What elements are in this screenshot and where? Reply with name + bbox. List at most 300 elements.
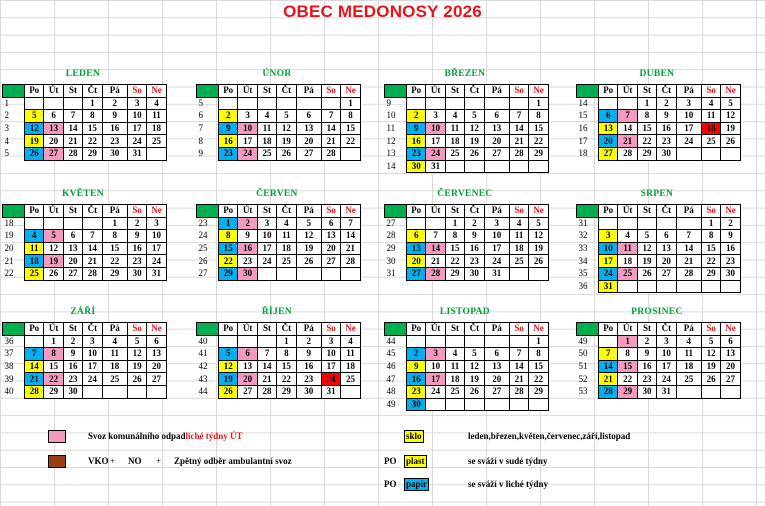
plast-tag: plast	[406, 456, 425, 466]
day-cell: 15	[102, 242, 127, 255]
day-cell	[25, 335, 44, 348]
day-cell: 12	[44, 242, 63, 255]
day-cell: 30	[63, 385, 82, 398]
day-cell: 7	[83, 230, 102, 243]
day-cell	[484, 97, 509, 110]
week-header	[197, 85, 219, 98]
day-cell: 3	[321, 335, 340, 348]
day-cell: 5	[529, 217, 548, 230]
day-cell: 9	[238, 230, 257, 243]
day-cell: 6	[484, 348, 509, 361]
week-row	[197, 242, 361, 255]
day-header: Út	[618, 85, 637, 98]
week-number: 36	[4, 336, 14, 347]
week-row	[385, 360, 549, 373]
week-number: 43	[198, 373, 208, 384]
sklo-tag: sklo	[406, 431, 422, 441]
day-cell: 2	[721, 217, 740, 230]
week-number: 5	[4, 148, 9, 159]
week-header	[385, 205, 407, 218]
day-cell	[407, 97, 426, 110]
month-name: LEDEN	[65, 69, 101, 79]
week-row	[197, 373, 361, 386]
day-cell	[509, 398, 528, 411]
day-cell: 7	[426, 230, 445, 243]
day-cell	[83, 217, 102, 230]
day-cell: 19	[465, 135, 484, 148]
day-cell: 8	[219, 230, 238, 243]
day-header: Pá	[484, 323, 509, 336]
day-cell: 12	[127, 348, 146, 361]
week-number: 9	[198, 148, 203, 159]
day-cell: 24	[657, 373, 676, 386]
day-cell: 2	[637, 335, 656, 348]
day-header: Ne	[341, 85, 360, 98]
week-number: 40	[4, 386, 14, 397]
week-number: 37	[4, 348, 14, 359]
day-cell: 12	[219, 360, 238, 373]
day-cell: 16	[296, 360, 321, 373]
komunal-text: Svoz komunálního odpad	[88, 431, 186, 441]
day-cell: 12	[721, 110, 740, 123]
day-cell: 5	[637, 230, 656, 243]
day-header: Ne	[341, 323, 360, 336]
day-cell	[599, 97, 618, 110]
week-number: 50	[578, 348, 588, 359]
week-row	[3, 110, 167, 123]
day-cell: 11	[445, 360, 464, 373]
day-cell	[484, 160, 509, 173]
week-number: 1	[4, 98, 9, 109]
po-papir-label: PO	[384, 479, 397, 489]
day-header: Po	[407, 205, 426, 218]
day-cell: 20	[296, 135, 321, 148]
no-plus: +	[156, 456, 162, 466]
day-cell: 16	[465, 242, 484, 255]
day-cell	[426, 335, 445, 348]
day-cell: 2	[296, 335, 321, 348]
week-number: 35	[578, 268, 588, 279]
day-header: Po	[25, 85, 44, 98]
day-cell: 17	[484, 242, 509, 255]
day-cell: 9	[296, 348, 321, 361]
week-number: 3	[4, 123, 9, 134]
day-cell: 22	[618, 373, 637, 386]
day-cell: 10	[147, 230, 166, 243]
day-cell: 11	[445, 122, 464, 135]
day-cell: 1	[529, 335, 548, 348]
day-cell: 6	[407, 230, 426, 243]
week-row	[577, 135, 741, 148]
day-cell: 22	[445, 255, 464, 268]
week-row	[385, 230, 549, 243]
day-cell: 28	[509, 385, 528, 398]
day-cell: 15	[341, 122, 360, 135]
ambulant-text: Zpětný odběr ambulantní svoz	[174, 456, 292, 466]
day-cell: 26	[219, 385, 238, 398]
day-cell: 25	[445, 147, 464, 160]
week-number: 14	[386, 160, 396, 171]
day-cell: 23	[657, 135, 676, 148]
day-cell: 4	[257, 110, 276, 123]
day-cell: 31	[426, 160, 445, 173]
day-header: Út	[44, 85, 63, 98]
day-cell: 8	[529, 110, 548, 123]
month-6	[196, 189, 361, 281]
day-cell: 10	[127, 110, 146, 123]
day-header: Pá	[676, 205, 701, 218]
day-cell	[321, 97, 340, 110]
day-cell	[426, 97, 445, 110]
month-table	[2, 204, 167, 281]
papir-tag: papír	[406, 479, 428, 489]
day-cell: 21	[426, 255, 445, 268]
week-row	[197, 267, 361, 280]
day-cell: 17	[676, 122, 701, 135]
day-cell: 16	[637, 360, 656, 373]
day-cell: 23	[219, 147, 238, 160]
day-cell	[509, 97, 528, 110]
day-cell: 23	[465, 255, 484, 268]
day-cell: 18	[341, 360, 360, 373]
day-cell: 14	[676, 242, 701, 255]
day-cell: 30	[238, 267, 257, 280]
day-cell	[63, 217, 82, 230]
day-header: Ne	[721, 205, 740, 218]
week-row	[577, 373, 741, 386]
papir-text: se sváží v liché týdny	[468, 479, 548, 489]
week-row	[385, 110, 549, 123]
week-row	[3, 242, 167, 255]
week-row	[197, 360, 361, 373]
day-header: St	[257, 205, 276, 218]
day-cell: 9	[219, 122, 238, 135]
week-number: 8	[198, 135, 203, 146]
day-header: Pá	[102, 85, 127, 98]
month-table	[384, 204, 549, 281]
day-cell: 27	[599, 147, 618, 160]
week-row	[3, 360, 167, 373]
day-header: Ne	[529, 85, 548, 98]
day-cell: 8	[637, 110, 656, 123]
week-row	[577, 147, 741, 160]
day-cell: 24	[599, 267, 618, 280]
day-header: Pá	[484, 85, 509, 98]
week-row	[3, 217, 167, 230]
week-row	[385, 385, 549, 398]
day-cell: 5	[701, 335, 720, 348]
day-cell: 12	[277, 122, 296, 135]
day-header: Ne	[721, 85, 740, 98]
day-cell: 10	[484, 230, 509, 243]
week-row	[197, 385, 361, 398]
day-cell: 9	[657, 110, 676, 123]
day-cell: 28	[676, 267, 701, 280]
day-cell: 7	[599, 348, 618, 361]
day-cell: 13	[407, 242, 426, 255]
day-cell: 6	[599, 110, 618, 123]
week-number: 33	[578, 243, 588, 254]
month-table	[576, 204, 741, 293]
day-header: Pá	[296, 323, 321, 336]
month-name: SRPEN	[640, 189, 674, 199]
day-header: Pá	[676, 323, 701, 336]
day-cell	[618, 217, 637, 230]
day-cell	[721, 280, 740, 293]
day-cell: 7	[341, 217, 360, 230]
po-plast-label: PO	[384, 456, 397, 466]
day-cell: 8	[618, 348, 637, 361]
day-cell: 5	[127, 335, 146, 348]
day-cell: 26	[44, 267, 63, 280]
day-cell: 20	[599, 135, 618, 148]
week-number: 6	[198, 110, 203, 121]
day-cell	[529, 398, 548, 411]
day-cell: 11	[676, 348, 701, 361]
week-number: 51	[578, 361, 588, 372]
week-row	[197, 348, 361, 361]
week-header	[197, 205, 219, 218]
day-cell: 26	[721, 135, 740, 148]
day-cell: 1	[445, 217, 464, 230]
month-table	[196, 84, 361, 161]
day-cell: 29	[701, 267, 720, 280]
day-cell: 2	[63, 335, 82, 348]
day-cell: 22	[219, 255, 238, 268]
month-2	[196, 69, 361, 161]
month-7	[384, 189, 549, 281]
day-cell: 15	[618, 360, 637, 373]
day-header: Pá	[102, 205, 127, 218]
month-1	[2, 69, 167, 161]
day-cell: 17	[426, 135, 445, 148]
week-header	[3, 323, 25, 336]
day-cell: 14	[25, 360, 44, 373]
week-row	[577, 122, 741, 135]
day-cell: 22	[701, 255, 720, 268]
day-cell: 28	[25, 385, 44, 398]
day-cell: 4	[25, 230, 44, 243]
day-cell: 23	[127, 255, 146, 268]
week-row	[385, 147, 549, 160]
day-cell: 16	[219, 135, 238, 148]
day-header: Pá	[296, 205, 321, 218]
week-number: 39	[4, 373, 14, 384]
month-3	[384, 69, 549, 173]
day-cell: 29	[219, 267, 238, 280]
day-cell: 26	[25, 147, 44, 160]
day-cell: 8	[701, 230, 720, 243]
week-number: 22	[4, 268, 14, 279]
day-cell: 24	[676, 135, 701, 148]
day-cell: 23	[637, 373, 656, 386]
day-cell: 26	[127, 373, 146, 386]
day-cell: 8	[277, 348, 296, 361]
day-cell: 6	[147, 335, 166, 348]
week-header	[197, 323, 219, 336]
day-cell: 30	[296, 385, 321, 398]
day-header: Ne	[147, 205, 166, 218]
week-number: 13	[386, 148, 396, 159]
day-header: Čt	[83, 85, 102, 98]
day-cell	[257, 97, 276, 110]
day-header: Čt	[657, 323, 676, 336]
day-header: Po	[599, 205, 618, 218]
day-cell: 6	[321, 217, 340, 230]
day-cell: 12	[25, 122, 44, 135]
week-row	[3, 135, 167, 148]
day-cell: 29	[102, 267, 127, 280]
day-cell	[341, 147, 360, 160]
vko-label: VKO	[88, 456, 109, 466]
day-header: Ne	[147, 85, 166, 98]
day-cell	[83, 385, 102, 398]
week-number: 7	[198, 123, 203, 134]
week-number: 47	[386, 373, 396, 384]
day-cell: 29	[529, 385, 548, 398]
day-cell: 22	[83, 135, 102, 148]
day-cell: 26	[465, 385, 484, 398]
day-cell	[25, 97, 44, 110]
day-cell: 11	[277, 230, 296, 243]
day-cell: 25	[676, 373, 701, 386]
day-cell: 24	[321, 373, 340, 386]
day-cell: 17	[147, 242, 166, 255]
day-cell	[341, 385, 360, 398]
day-header: So	[509, 205, 528, 218]
day-cell: 23	[63, 373, 82, 386]
day-cell: 15	[277, 360, 296, 373]
day-cell: 15	[529, 122, 548, 135]
day-cell: 23	[238, 255, 257, 268]
komunal-swatch	[48, 430, 66, 443]
week-number: 44	[386, 336, 396, 347]
day-cell: 14	[426, 242, 445, 255]
day-cell: 6	[238, 348, 257, 361]
day-header: St	[63, 323, 82, 336]
month-table	[384, 322, 549, 411]
week-row	[385, 373, 549, 386]
day-cell: 24	[238, 147, 257, 160]
day-cell	[44, 217, 63, 230]
day-cell	[701, 147, 720, 160]
day-cell	[44, 97, 63, 110]
day-cell: 26	[529, 255, 548, 268]
day-cell: 21	[25, 373, 44, 386]
day-cell	[465, 97, 484, 110]
day-cell: 4	[509, 217, 528, 230]
day-header: Ne	[147, 323, 166, 336]
month-name: ŘÍJEN	[261, 307, 292, 317]
day-cell: 27	[44, 147, 63, 160]
day-cell: 21	[341, 242, 360, 255]
day-cell: 26	[296, 255, 321, 268]
day-header: Po	[407, 85, 426, 98]
day-cell: 10	[426, 360, 445, 373]
day-cell: 9	[407, 122, 426, 135]
plast-text: se sváží v sudé týdny	[468, 456, 548, 466]
day-cell: 14	[618, 122, 637, 135]
day-cell	[529, 267, 548, 280]
day-cell: 18	[445, 135, 464, 148]
day-cell: 14	[83, 242, 102, 255]
day-cell: 28	[618, 147, 637, 160]
day-cell: 17	[238, 135, 257, 148]
day-cell: 18	[102, 360, 127, 373]
day-cell: 3	[257, 217, 276, 230]
day-header: Po	[219, 85, 238, 98]
page-title: OBEC MEDONOSY 2026	[283, 2, 482, 21]
day-cell: 24	[426, 147, 445, 160]
day-cell: 2	[657, 97, 676, 110]
day-cell: 14	[63, 122, 82, 135]
day-header: Út	[426, 205, 445, 218]
komunal-legend	[88, 431, 243, 441]
week-row	[197, 147, 361, 160]
day-cell: 22	[44, 373, 63, 386]
month-table	[2, 84, 167, 161]
day-header: Po	[599, 323, 618, 336]
day-cell	[147, 385, 166, 398]
day-cell: 11	[102, 348, 127, 361]
day-header: Po	[219, 205, 238, 218]
day-cell: 20	[238, 373, 257, 386]
day-cell: 25	[509, 255, 528, 268]
day-cell: 20	[407, 255, 426, 268]
day-cell: 19	[127, 360, 146, 373]
day-cell: 28	[63, 147, 82, 160]
day-cell	[296, 97, 321, 110]
day-cell: 25	[618, 267, 637, 280]
day-cell: 16	[407, 373, 426, 386]
day-cell: 2	[127, 217, 146, 230]
day-cell: 8	[341, 110, 360, 123]
day-cell: 21	[618, 135, 637, 148]
week-number: 14	[578, 98, 588, 109]
day-cell: 21	[83, 255, 102, 268]
day-cell: 27	[147, 373, 166, 386]
week-number: 4	[4, 135, 9, 146]
week-header	[577, 205, 599, 218]
week-number: 2	[4, 110, 9, 121]
day-cell: 4	[445, 348, 464, 361]
day-cell: 19	[529, 242, 548, 255]
day-cell: 11	[701, 110, 720, 123]
day-cell: 20	[147, 360, 166, 373]
day-header: Čt	[277, 205, 296, 218]
day-header: So	[321, 85, 340, 98]
day-cell: 19	[296, 242, 321, 255]
day-cell: 23	[721, 255, 740, 268]
vko-plus: +	[110, 456, 116, 466]
week-row	[385, 97, 549, 110]
day-cell: 4	[341, 335, 360, 348]
day-cell: 10	[676, 110, 701, 123]
day-header: Pá	[102, 323, 127, 336]
week-header	[3, 85, 25, 98]
komunal-weeks: liché týdny ÚT	[185, 431, 243, 441]
day-header: St	[445, 85, 464, 98]
day-cell: 11	[257, 122, 276, 135]
month-table	[2, 322, 167, 399]
day-cell: 31	[127, 147, 146, 160]
day-cell	[426, 217, 445, 230]
day-cell: 7	[257, 348, 276, 361]
day-cell	[721, 147, 740, 160]
day-header: St	[637, 205, 656, 218]
day-cell: 21	[257, 373, 276, 386]
day-cell: 3	[676, 97, 701, 110]
